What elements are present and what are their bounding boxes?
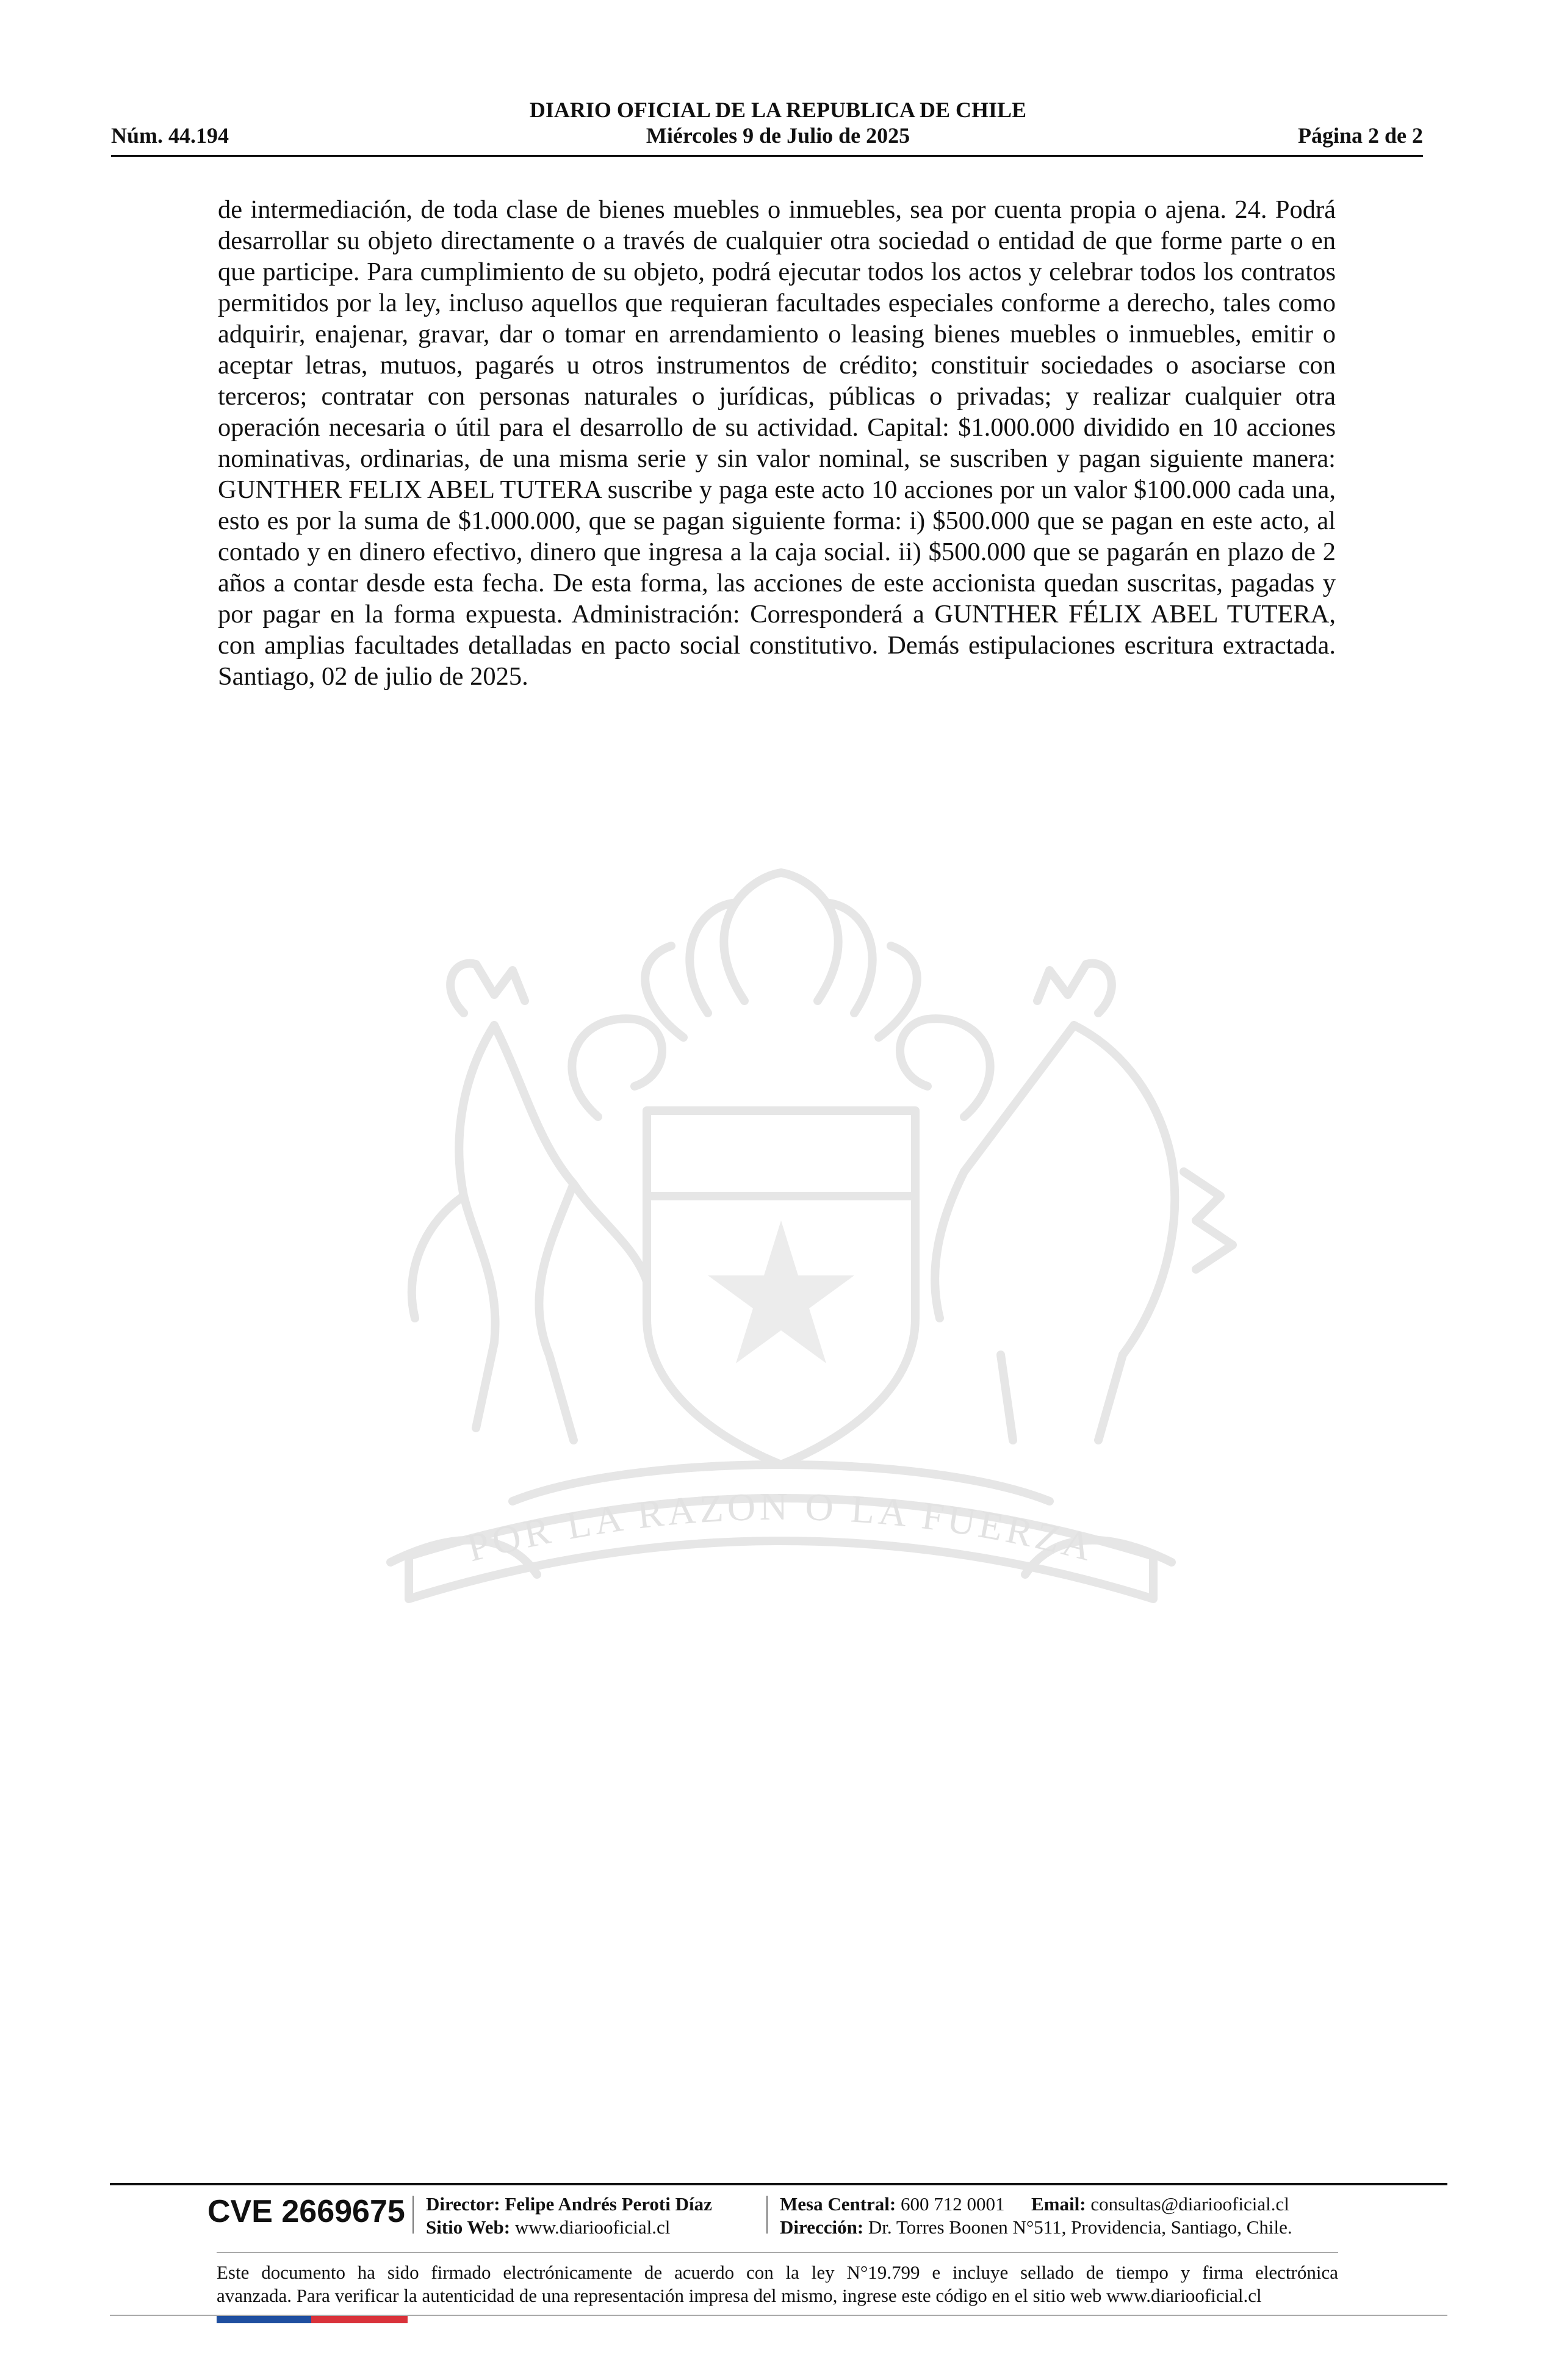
address-text: Dr. Torres Boonen N°511, Providencia, Santiago, Chile. [868,2216,1292,2238]
director-line [426,2193,712,2216]
phone-number: 600 712 0001 [901,2193,1005,2215]
publication-title: DIARIO OFICIAL DE LA REPUBLICA DE CHILE [529,98,1027,122]
website-label: Sitio Web: [426,2216,511,2238]
footer-inner-divider [217,2252,1338,2253]
extract-body-text: de intermediación, de toda clase de bienes muebles o inmuebles, sea por cuenta propia o ajena. 24. Podrá desarrollar su objeto directamente o a través de cualquier otra sociedad o entidad de que forme parte o en que participe. Para cumplimiento de su objeto, podrá ejecutar todos los actos y celebrar todos los contratos permitidos por la ley, incluso aquellos que requieran facultades especiales conforme a derecho, tales como adquirir, enajenar, gravar, dar o tomar en arrendamiento o leasing bienes muebles o inmuebles, emitir o aceptar letras, mutuos, pagarés u otros instrumentos de crédito; constituir sociedades o asociarse con terceros; contratar con personas naturales o jurídicas, públicas o privadas; y realizar cualquier otra operación necesaria o útil para el desarrollo de su actividad. Capital: $1.000.000 dividido en 10 acciones nominativas, ordinarias, de una misma serie y sin valor nominal, se suscriben y pagan siguiente manera: GUNTHER FELIX ABEL TUTERA suscribe y paga este acto 10 acciones por un valor $100.000 cada una, esto es por la suma de $1.000.000, que se pagan siguiente forma: i) $500.000 que se pagan en este acto, al contado y en dinero efectivo, dinero que ingresa a la caja social. ii) $500.000 que se pagarán en plazo de 2 años a contar desde esta fecha. De esta forma, las acciones de este accionista quedan suscritas, pagadas y por pagar en la forma expuesta. Administración: Corresponderá a GUNTHER FÉLIX ABEL TUTERA, con amplias facultades detalladas en pacto social constitutivo. Demás estipulaciones escritura extractada. Santiago, 02 de julio de 2025. [218,195,1336,691]
issue-date: Miércoles 9 de Julio de 2025 [646,123,910,148]
issue-number: Núm. 44.194 [111,123,229,148]
signature-notice-line-2: avanzada. Para verificar la autenticidad de una representación impresa del mismo, ingrese este código en el sitio web www.diariooficial.cl [217,2285,1262,2306]
email-link[interactable]: consultas@diariooficial.cl [1090,2193,1289,2215]
phone-label: Mesa Central: [780,2193,896,2215]
signature-notice-line-1: Este documento ha sido firmado electrónicamente de acuerdo con la ley N°19.799 e incluye sellado de tiempo y firma electrónica [217,2262,1338,2283]
footer-divider [110,2183,1447,2185]
motto-text: POR LA RAZON O LA FUERZA [462,1484,1100,1570]
flag-stripe-red [311,2316,408,2323]
address-label: Dirección: [780,2216,864,2238]
cve-code: CVE 2669675 [207,2194,405,2229]
svg-text:POR LA RAZON O LA FUERZA [463,1485,1100,1570]
director-label: Director: [426,2193,500,2215]
address-line [780,2216,1292,2239]
contact-line [780,2193,1289,2216]
page-indicator: Página 2 de 2 [1297,123,1423,148]
header-divider [111,155,1423,157]
email-label: Email: [1031,2193,1086,2215]
footer-separator [766,2196,768,2234]
footer-separator [412,2196,414,2234]
signature-notice [217,2261,1338,2307]
website-link[interactable]: www.diariooficial.cl [514,2216,671,2238]
director-name: Felipe Andrés Peroti Díaz [505,2193,712,2215]
website-line [426,2216,670,2239]
flag-stripe-blue [217,2316,311,2323]
coat-of-arms-watermark-icon [207,854,1355,1678]
